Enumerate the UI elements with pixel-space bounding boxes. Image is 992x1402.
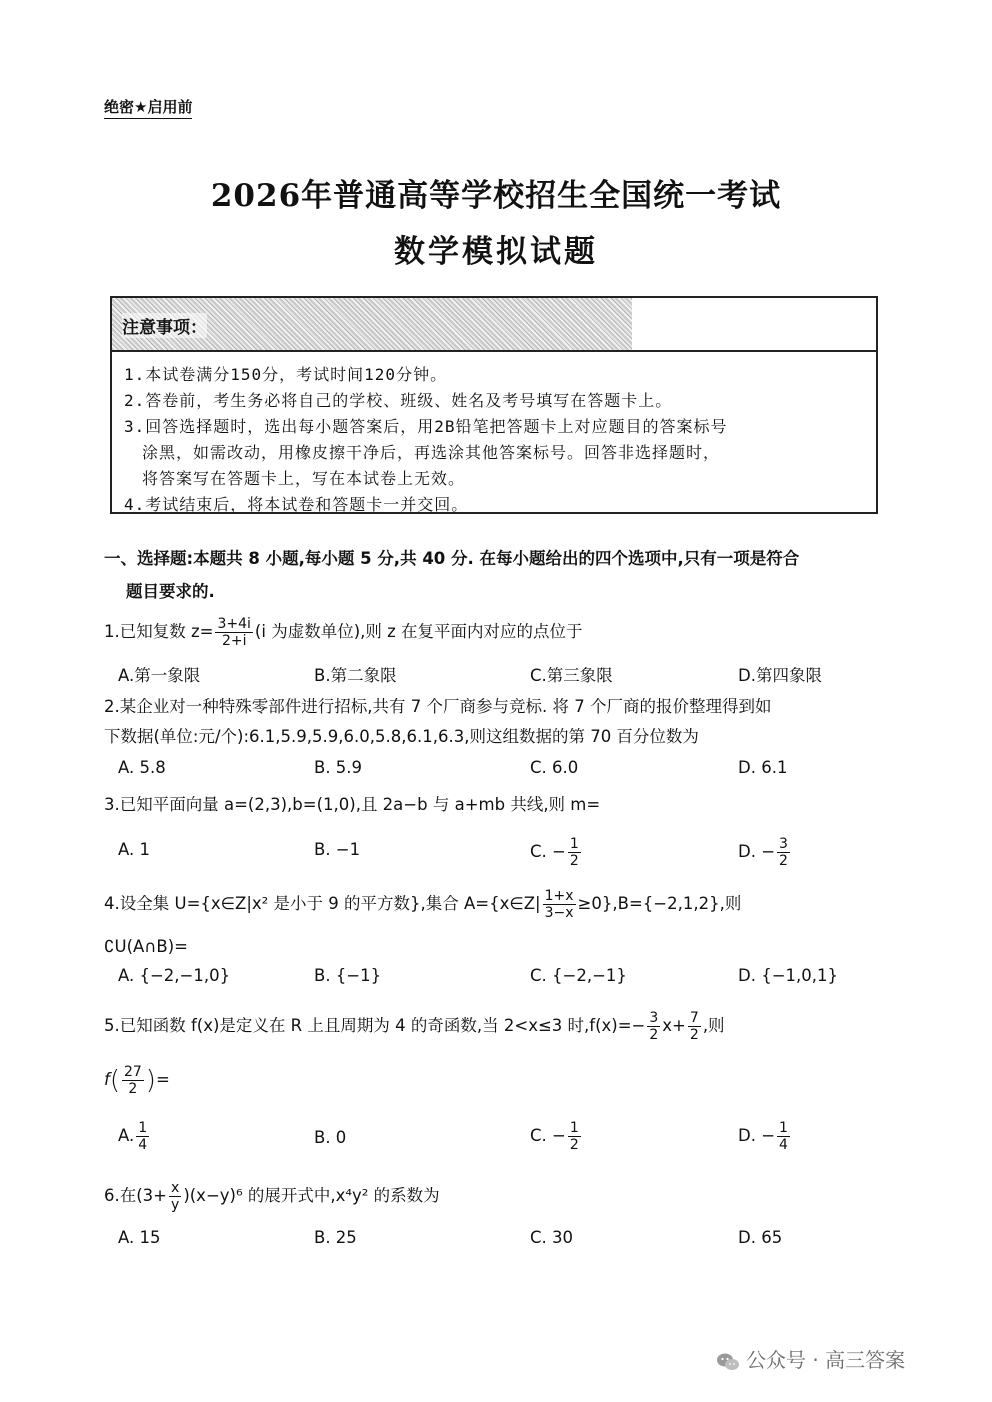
option-b[interactable]: B. 0	[314, 1128, 347, 1147]
notice-item: 1.本试卷满分150分，考试时间120分钟。	[124, 365, 448, 384]
notice-list	[124, 362, 866, 518]
frac-den: 2	[569, 853, 579, 869]
q5-text-pre: 5.已知函数 f(x)是定义在 R 上且周期为 4 的奇函数,当 2<x≤3 时,f(x)=−	[104, 1016, 646, 1035]
option-a-prefix: A.	[118, 1126, 135, 1145]
option-d[interactable]: D. 6.1	[738, 758, 788, 777]
option-c[interactable]: C.第三象限	[530, 666, 613, 685]
q6-text-pre: 6.在(3+	[104, 1186, 168, 1205]
notice-item: 4.考试结束后，将本试卷和答题卡一并交回。	[124, 495, 469, 514]
q6-options	[118, 1228, 898, 1258]
notice-item: 3.回答选择题时，选出每小题答案后，用2B铅笔把答题卡上对应题目的答案标号	[124, 417, 728, 436]
notice-divider	[112, 350, 876, 352]
frac-den: 4	[779, 1137, 788, 1153]
frac-num: 1	[779, 1120, 788, 1136]
option-b[interactable]: B. −1	[314, 840, 361, 859]
option-a[interactable]	[118, 1120, 151, 1153]
q2-options	[118, 758, 898, 788]
option-d-fraction	[777, 1120, 790, 1153]
question-3: 3.已知平面向量 a=(2,3),b=(1,0),且 2a−b 与 a+mb 共线,则 m=	[104, 795, 601, 814]
q4-set-open: {x∈Z|	[489, 894, 541, 913]
q4-options	[118, 966, 898, 996]
q5-fraction-2	[688, 1010, 701, 1043]
option-c[interactable]	[530, 1120, 583, 1153]
option-d[interactable]: D. {−1,0,1}	[738, 966, 838, 985]
q1-fraction	[215, 616, 252, 649]
q4-text-post: ,B={−2,1,2},则	[612, 894, 742, 913]
option-c-fraction	[568, 1120, 581, 1153]
frac-den: 2	[649, 1027, 659, 1043]
q1-options	[118, 662, 898, 692]
q5-fraction-1	[647, 1010, 660, 1043]
frac-num: 3	[649, 1010, 659, 1026]
q1-text-pre: 1.已知复数 z=	[104, 622, 214, 641]
option-d[interactable]	[738, 1120, 792, 1153]
wechat-icon	[716, 1352, 740, 1372]
question-2	[104, 692, 904, 752]
notice-item: 涂黑，如需改动，用橡皮擦干净后，再选涂其他答案标号。回答非选择题时，	[142, 443, 721, 462]
q4-set-close: ≥0}	[577, 894, 613, 913]
frac-num: x	[171, 1180, 180, 1196]
q1-frac-den: 2+i	[221, 633, 247, 649]
frac-den: 4	[138, 1137, 148, 1153]
frac-num: 7	[689, 1010, 699, 1026]
notice-item: 将答案写在答题卡上，写在本试卷上无效。	[142, 469, 466, 488]
q4-text-pre: 4.设全集 U={x∈Z|x² 是小于 9 的平方数},集合 A=	[104, 894, 490, 913]
option-c[interactable]: C. 6.0	[530, 758, 579, 777]
option-b[interactable]: B. 5.9	[314, 758, 363, 777]
option-b[interactable]: B. {−1}	[314, 966, 382, 985]
q6-fraction	[169, 1180, 181, 1213]
notice-item: 2.答卷前，考生务必将自己的学校、班级、姓名及考号填写在答题卡上。	[124, 391, 673, 410]
q5-text-mid: x+	[662, 1016, 686, 1035]
question-1	[104, 616, 904, 649]
section-heading	[104, 542, 904, 608]
q5-arg-fraction	[122, 1064, 144, 1097]
option-d[interactable]: D. 65	[738, 1228, 783, 1247]
q3-options	[118, 836, 898, 876]
frac-num: 1	[569, 1120, 579, 1136]
notice-heading-band	[112, 298, 632, 350]
option-a[interactable]: A.第一象限	[118, 666, 201, 685]
q2-line: 2.某企业对一种特殊零部件进行招标,共有 7 个厂商参与竞标. 将 7 个厂商的报价整理得到如	[104, 697, 772, 716]
option-d[interactable]	[738, 836, 792, 869]
question-5	[104, 1010, 904, 1043]
frac-num: 1	[569, 836, 579, 852]
paren-close: )	[145, 1065, 156, 1096]
option-b[interactable]: B.第二象限	[314, 666, 397, 685]
question-4	[104, 888, 904, 921]
exam-title: 2026年普通高等学校招生全国统一考试	[210, 178, 782, 214]
option-b[interactable]: B. 25	[314, 1228, 357, 1247]
q5-text-post: ,则	[702, 1016, 725, 1035]
q4-frac-num: 1+x	[544, 888, 574, 904]
option-d-prefix: D. −	[738, 842, 776, 861]
question-6	[104, 1180, 904, 1213]
q2-line: 下数据(单位:元/个):6.1,5.9,5.9,6.0,5.8,6.1,6.3,则这组数据的第 70 百分位数为	[104, 727, 699, 746]
q5-func-name: f	[104, 1070, 110, 1089]
frac-den: 2	[779, 853, 788, 869]
frac-den: 2	[689, 1027, 699, 1043]
section-line: 一、选择题:本题共 8 小题,每小题 5 分,共 40 分. 在每小题给出的四个选项中,只有一项是符合	[104, 549, 800, 568]
frac-num: 27	[123, 1064, 142, 1080]
q5-equals: =	[155, 1070, 170, 1089]
frac-den: 2	[128, 1081, 138, 1097]
section-line: 题目要求的.	[126, 582, 215, 601]
frac-num: 3	[779, 836, 788, 852]
option-a[interactable]: A. {−2,−1,0}	[118, 966, 231, 985]
frac-den: 2	[569, 1137, 579, 1153]
q1-text-post: (i 为虚数单位),则 z 在复平面内对应的点位于	[254, 622, 583, 641]
q4-fraction	[543, 888, 576, 921]
option-d-fraction	[777, 836, 790, 869]
q1-frac-num: 3+4i	[217, 616, 251, 632]
q6-text-post: )(x−y)⁶ 的展开式中,x⁴y² 的系数为	[183, 1186, 440, 1205]
watermark-text: 公众号 · 高三答案	[746, 1348, 906, 1372]
notice-heading: 注意事项：	[122, 313, 207, 338]
q4-frac-den: 3−x	[544, 905, 574, 921]
watermark	[716, 1344, 905, 1373]
option-c-prefix: C. −	[530, 842, 566, 861]
exam-subtitle: 数学模拟试题	[394, 234, 598, 270]
option-a[interactable]: A. 5.8	[118, 758, 166, 777]
option-c[interactable]: C. 30	[530, 1228, 574, 1247]
paren-open: (	[109, 1065, 120, 1096]
option-c-fraction	[568, 836, 581, 869]
option-c-prefix: C. −	[530, 1126, 566, 1145]
confidential-label: 绝密★启用前	[104, 96, 192, 119]
frac-den: y	[171, 1197, 180, 1213]
option-d[interactable]: D.第四象限	[738, 666, 822, 685]
option-a[interactable]: A. 15	[118, 1228, 161, 1247]
q4-line2: ∁U(A∩B)=	[104, 937, 188, 956]
option-a[interactable]: A. 1	[118, 840, 150, 859]
option-c[interactable]: C. {−2,−1}	[530, 966, 627, 985]
frac-num: 1	[138, 1120, 148, 1136]
q5-options	[118, 1120, 898, 1160]
option-d-prefix: D. −	[738, 1126, 776, 1145]
option-a-fraction	[136, 1120, 149, 1153]
option-c[interactable]	[530, 836, 583, 869]
q5-line2	[104, 1064, 904, 1097]
